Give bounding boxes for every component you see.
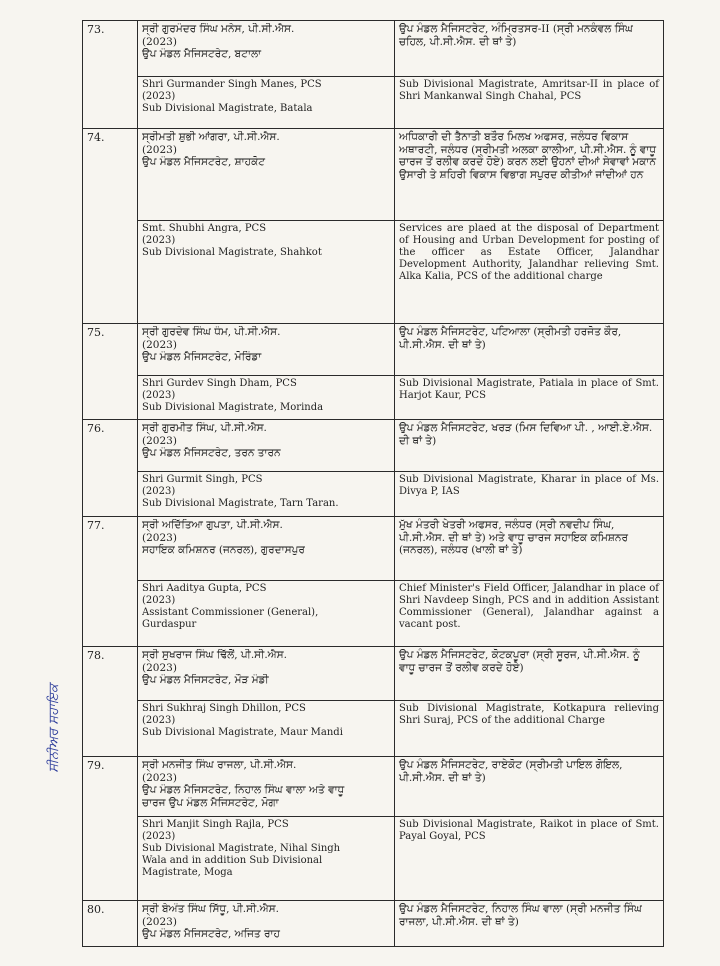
- officer-name-line: ਸ੍ਰੀ ਸੁਖਰਾਜ ਸਿੰਘ ਢਿੱਲੋਂ, ਪੀ.ਸੀ.ਐਸ.: [142, 649, 287, 661]
- officer-name-line: (2023): [142, 531, 177, 544]
- officer-name-line: Shri Gurmander Singh Manes, PCS: [142, 79, 322, 90]
- entry-number: 74.: [83, 129, 138, 324]
- new-posting-punjabi: ਉਪ ਮੰਡਲ ਮੈਜਿਸਟਰੇਟ, ਖਰੜ (ਮਿਸ ਦਿਵਿਆ ਪੀ. , ਆਈ.ਏ.ਐਸ. ਦੀ ਥਾਂ ਤੇ): [395, 420, 664, 472]
- officer-name-line: ਸ੍ਰੀ ਮਨਜੀਤ ਸਿੰਘ ਰਾਜਲਾ, ਪੀ.ਸੀ.ਐਸ.: [142, 759, 297, 771]
- new-posting-english: Chief Minister's Field Officer, Jalandhar in place of Shri Navdeep Singh, PCS and in addition Assistant Commissioner (General), Jalandhar against a vacant post.: [395, 581, 664, 647]
- new-posting-punjabi: ਉਪ ਮੰਡਲ ਮੈਜਿਸਟਰੇਟ, ਨਿਹਾਲ ਸਿੰਘ ਵਾਲਾ (ਸ੍ਰੀ ਮਨਜੀਤ ਸਿੰਘ ਰਾਜਲਾ, ਪੀ.ਸੀ.ਐਸ. ਦੀ ਥਾਂ ਤੇ): [395, 901, 664, 947]
- officer-name-line: Shri Gurmit Singh, PCS: [142, 474, 263, 485]
- entry-row-punjabi: [83, 21, 664, 77]
- officer-name-punjabi: [138, 757, 395, 817]
- officer-name-punjabi: [138, 324, 395, 376]
- officer-name-line: Sub Divisional Magistrate, Nihal Singh: [142, 843, 341, 854]
- officer-name-line: Shri Aaditya Gupta, PCS: [142, 583, 267, 594]
- officer-name-english: [138, 701, 395, 757]
- officer-name-line: ਉਪ ਮੰਡਲ ਮੈਜਿਸਟਰੇਟ, ਨਿਹਾਲ ਸਿੰਘ ਵਾਲਾ ਅਤੇ ਵਾਧੂ: [142, 784, 345, 796]
- officer-name-line: (2023): [142, 143, 177, 156]
- entry-row-punjabi: [83, 129, 664, 221]
- new-posting-punjabi: ਉਪ ਮੰਡਲ ਮੈਜਿਸਟਰੇਟ, ਰਾਏਕੋਟ (ਸ੍ਰੀਮਤੀ ਪਾਇਲ ਗੋਇਲ, ਪੀ.ਸੀ.ਐਸ. ਦੀ ਥਾਂ ਤੇ): [395, 757, 664, 817]
- officer-name-line: (2023): [142, 831, 176, 842]
- officer-name-english: [138, 581, 395, 647]
- officer-name-line: Sub Divisional Magistrate, Tarn Taran.: [142, 498, 339, 509]
- officer-name-line: Gurdaspur: [142, 619, 197, 630]
- new-posting-english: Sub Divisional Magistrate, Amritsar-II in place of Shri Mankanwal Singh Chahal, PCS: [395, 77, 664, 129]
- new-posting-punjabi: ਉਪ ਮੰਡਲ ਮੈਜਿਸਟਰੇਟ, ਅੰਮ੍ਰਿਤਸਰ-II (ਸ੍ਰੀ ਮਨਕੰਵਲ ਸਿੰਘ ਚਹਿਲ, ਪੀ.ਸੀ.ਐਸ. ਦੀ ਥਾਂ ਤੇ): [395, 21, 664, 77]
- officer-name-line: Magistrate, Moga: [142, 867, 233, 878]
- entry-row-punjabi: [83, 757, 664, 817]
- new-posting-english: Sub Divisional Magistrate, Kotkapura relieving Shri Suraj, PCS of the additional Charge: [395, 701, 664, 757]
- officer-name-line: Smt. Shubhi Angra, PCS: [142, 223, 267, 234]
- officer-name-line: ਚਾਰਜ ਉਪ ਮੰਡਲ ਮੈਜਿਸਟਰੇਟ, ਮੋਗਾ: [142, 796, 279, 809]
- officer-name-punjabi: [138, 420, 395, 472]
- new-posting-english: Sub Divisional Magistrate, Raikot in place of Smt. Payal Goyal, PCS: [395, 817, 664, 901]
- officer-name-line: (2023): [142, 486, 176, 497]
- new-posting-english: Services are plaed at the disposal of Department of Housing and Urban Development for posting of the officer as Estate Officer, Jalandhar Development Authority, Jalandhar relieving Smt. Alka Kalia, PCS of the additional charge: [395, 221, 664, 324]
- signature-text: ਸੀਨੀਅਰ ਸਹਾਇਕ: [46, 683, 62, 773]
- officer-name-line: Assistant Commissioner (General),: [142, 607, 319, 618]
- entry-number: 79.: [83, 757, 138, 901]
- entry-number: 76.: [83, 420, 138, 517]
- entry-row-punjabi: [83, 420, 664, 472]
- entry-number: 80.: [83, 901, 138, 947]
- officer-name-line: ਉਪ ਮੰਡਲ ਮੈਜਿਸਟਰੇਟ, ਮੌੜ ਮੰਡੀ: [142, 674, 269, 686]
- officer-name-line: ਸ੍ਰੀ ਅਦਿੱਤਿਆ ਗੁਪਤਾ, ਪੀ.ਸੀ.ਐਸ.: [142, 519, 283, 531]
- officer-name-line: Sub Divisional Magistrate, Morinda: [142, 402, 324, 413]
- officer-name-line: ਸ੍ਰੀ ਬੇਅੰਤ ਸਿੰਘ ਸਿੱਧੂ, ਪੀ.ਸੀ.ਐਸ.: [142, 903, 279, 915]
- entry-row-english: [83, 376, 664, 420]
- officer-name-line: (2023): [142, 915, 177, 928]
- officer-name-line: ਸ੍ਰੀ ਗੁਰਮੀਤ ਸਿੰਘ, ਪੀ.ਸੀ.ਐਸ.: [142, 422, 267, 434]
- entry-row-english: [83, 221, 664, 324]
- officer-name-english: [138, 376, 395, 420]
- officer-name-line: (2023): [142, 595, 176, 606]
- entry-number: 77.: [83, 517, 138, 647]
- officer-name-line: ਸ੍ਰੀ ਗੁਰਮੰਦਰ ਸਿੰਘ ਮਨੇਸ, ਪੀ.ਸੀ.ਐਸ.: [142, 23, 295, 35]
- officer-name-line: (2023): [142, 91, 176, 102]
- entry-number: 78.: [83, 647, 138, 757]
- entry-row-punjabi: [83, 324, 664, 376]
- new-posting-punjabi: ਉਪ ਮੰਡਲ ਮੈਜਿਸਟਰੇਟ, ਪਟਿਆਲਾ (ਸ੍ਰੀਮਤੀ ਹਰਜੋਤ ਕੌਰ, ਪੀ.ਸੀ.ਐਸ. ਦੀ ਥਾਂ ਤੇ): [395, 324, 664, 376]
- officer-name-line: ਉਪ ਮੰਡਲ ਮੈਜਿਸਟਰੇਟ, ਬਟਾਲਾ: [142, 48, 262, 60]
- entry-row-english: [83, 701, 664, 757]
- officer-name-line: Shri Gurdev Singh Dham, PCS: [142, 378, 297, 389]
- entry-row-english: [83, 77, 664, 129]
- officer-name-punjabi: [138, 129, 395, 221]
- entry-row-english: [83, 817, 664, 901]
- officer-name-punjabi: [138, 901, 395, 947]
- officer-name-line: ਉਪ ਮੰਡਲ ਮੈਜਿਸਟਰੇਟ, ਤਰਨ ਤਾਰਨ: [142, 447, 281, 459]
- officer-name-english: [138, 472, 395, 517]
- new-posting-punjabi: ਮੁੱਖ ਮੰਤਰੀ ਖੇਤਰੀ ਅਫਸਰ, ਜਲੰਧਰ (ਸ੍ਰੀ ਨਵਦੀਪ ਸਿੰਘ, ਪੀ.ਸੀ.ਐਸ. ਦੀ ਥਾਂ ਤੇ) ਅਤੇ ਵਾਧੂ ਚਾਰਜ ਸਹਾਇਕ ਕਮਿਸ਼ਨਰ (ਜਨਰਲ), ਜਲੰਧਰ (ਖਾਲੀ ਥਾਂ ਤੇ): [395, 517, 664, 581]
- officer-name-line: ਉਪ ਮੰਡਲ ਮੈਜਿਸਟਰੇਟ, ਮੋਰਿੰਡਾ: [142, 351, 262, 363]
- officer-name-line: ਸਹਾਇਕ ਕਮਿਸ਼ਨਰ (ਜਨਰਲ), ਗੁਰਦਾਸਪੁਰ: [142, 544, 305, 556]
- officer-name-line: Sub Divisional Magistrate, Batala: [142, 103, 313, 114]
- officer-name-line: ਸ੍ਰੀ ਗੁਰਦੇਵ ਸਿੰਘ ਧੰਮ, ਪੀ.ਸੀ.ਐਸ.: [142, 326, 281, 338]
- officer-name-english: [138, 817, 395, 901]
- officer-name-punjabi: [138, 647, 395, 701]
- officer-name-line: Sub Divisional Magistrate, Maur Mandi: [142, 727, 343, 738]
- officer-name-line: (2023): [142, 235, 176, 246]
- new-posting-punjabi: ਅਧਿਕਾਰੀ ਦੀ ਤੈਨਾਤੀ ਬਤੌਰ ਮਿਲਖ ਅਫਸਰ, ਜਲੰਧਰ ਵਿਕਾਸ ਅਥਾਰਟੀ, ਜਲੰਧਰ (ਸ੍ਰੀਮਤੀ ਅਲਕਾ ਕਾਲੀਆ, ਪੀ.ਸੀ.ਐਸ. ਨੂੰ ਵਾਧੂ ਚਾਰਜ ਤੋਂ ਰਲੀਵ ਕਰਦੇ ਹੋਏ) ਕਰਨ ਲਈ ਉਹਨਾਂ ਦੀਆਂ ਸੇਵਾਵਾਂ ਮਕਾਨ ਉਸਾਰੀ ਤੇ ਸ਼ਹਿਰੀ ਵਿਕਾਸ ਵਿਭਾਗ ਸਪੁਰਦ ਕੀਤੀਆਂ ਜਾਂਦੀਆਂ ਹਨ: [395, 129, 664, 221]
- officer-name-punjabi: [138, 517, 395, 581]
- entry-row-english: [83, 581, 664, 647]
- entry-row-punjabi: [83, 647, 664, 701]
- officer-name-line: Shri Manjit Singh Rajla, PCS: [142, 819, 289, 830]
- officer-name-line: Sub Divisional Magistrate, Shahkot: [142, 247, 322, 258]
- officer-name-line: (2023): [142, 390, 176, 401]
- officer-name-line: (2023): [142, 715, 176, 726]
- entry-row-punjabi: [83, 901, 664, 947]
- officer-name-line: (2023): [142, 771, 177, 784]
- officer-name-line: (2023): [142, 35, 177, 48]
- entry-row-punjabi: [83, 517, 664, 581]
- officer-name-line: ਉਪ ਮੰਡਲ ਮੈਜਿਸਟਰੇਟ, ਸ਼ਾਹਕੋਟ: [142, 156, 265, 168]
- new-posting-english: Sub Divisional Magistrate, Kharar in place of Ms. Divya P, IAS: [395, 472, 664, 517]
- officer-name-line: ਉਪ ਮੰਡਲ ਮੈਜਿਸਟਰੇਟ, ਅਜਿਤ ਰਾਹ: [142, 928, 280, 940]
- officer-name-line: ਸ੍ਰੀਮਤੀ ਸ਼ੁਭੀ ਆਂਗਰਾ, ਪੀ.ਸੀ.ਐਸ.: [142, 131, 280, 143]
- officer-name-line: Shri Sukhraj Singh Dhillon, PCS: [142, 703, 306, 714]
- officer-name-line: (2023): [142, 434, 177, 447]
- entry-row-english: [83, 472, 664, 517]
- officer-name-line: Wala and in addition Sub Divisional: [142, 855, 323, 866]
- officer-name-english: [138, 77, 395, 129]
- officer-name-line: (2023): [142, 661, 177, 674]
- officer-name-english: [138, 221, 395, 324]
- new-posting-punjabi: ਉਪ ਮੰਡਲ ਮੈਜਿਸਟਰੇਟ, ਕੋਟਕਪੂਰਾ (ਸ੍ਰੀ ਸੂਰਜ, ਪੀ.ਸੀ.ਐਸ. ਨੂੰ ਵਾਧੂ ਚਾਰਜ ਤੋਂ ਰਲੀਵ ਕਰਦੇ ਹੋਏ): [395, 647, 664, 701]
- entry-number: 73.: [83, 21, 138, 129]
- officer-name-punjabi: [138, 21, 395, 77]
- postings-table: [82, 20, 664, 947]
- entry-number: 75.: [83, 324, 138, 420]
- officer-name-line: (2023): [142, 338, 177, 351]
- new-posting-english: Sub Divisional Magistrate, Patiala in place of Smt. Harjot Kaur, PCS: [395, 376, 664, 420]
